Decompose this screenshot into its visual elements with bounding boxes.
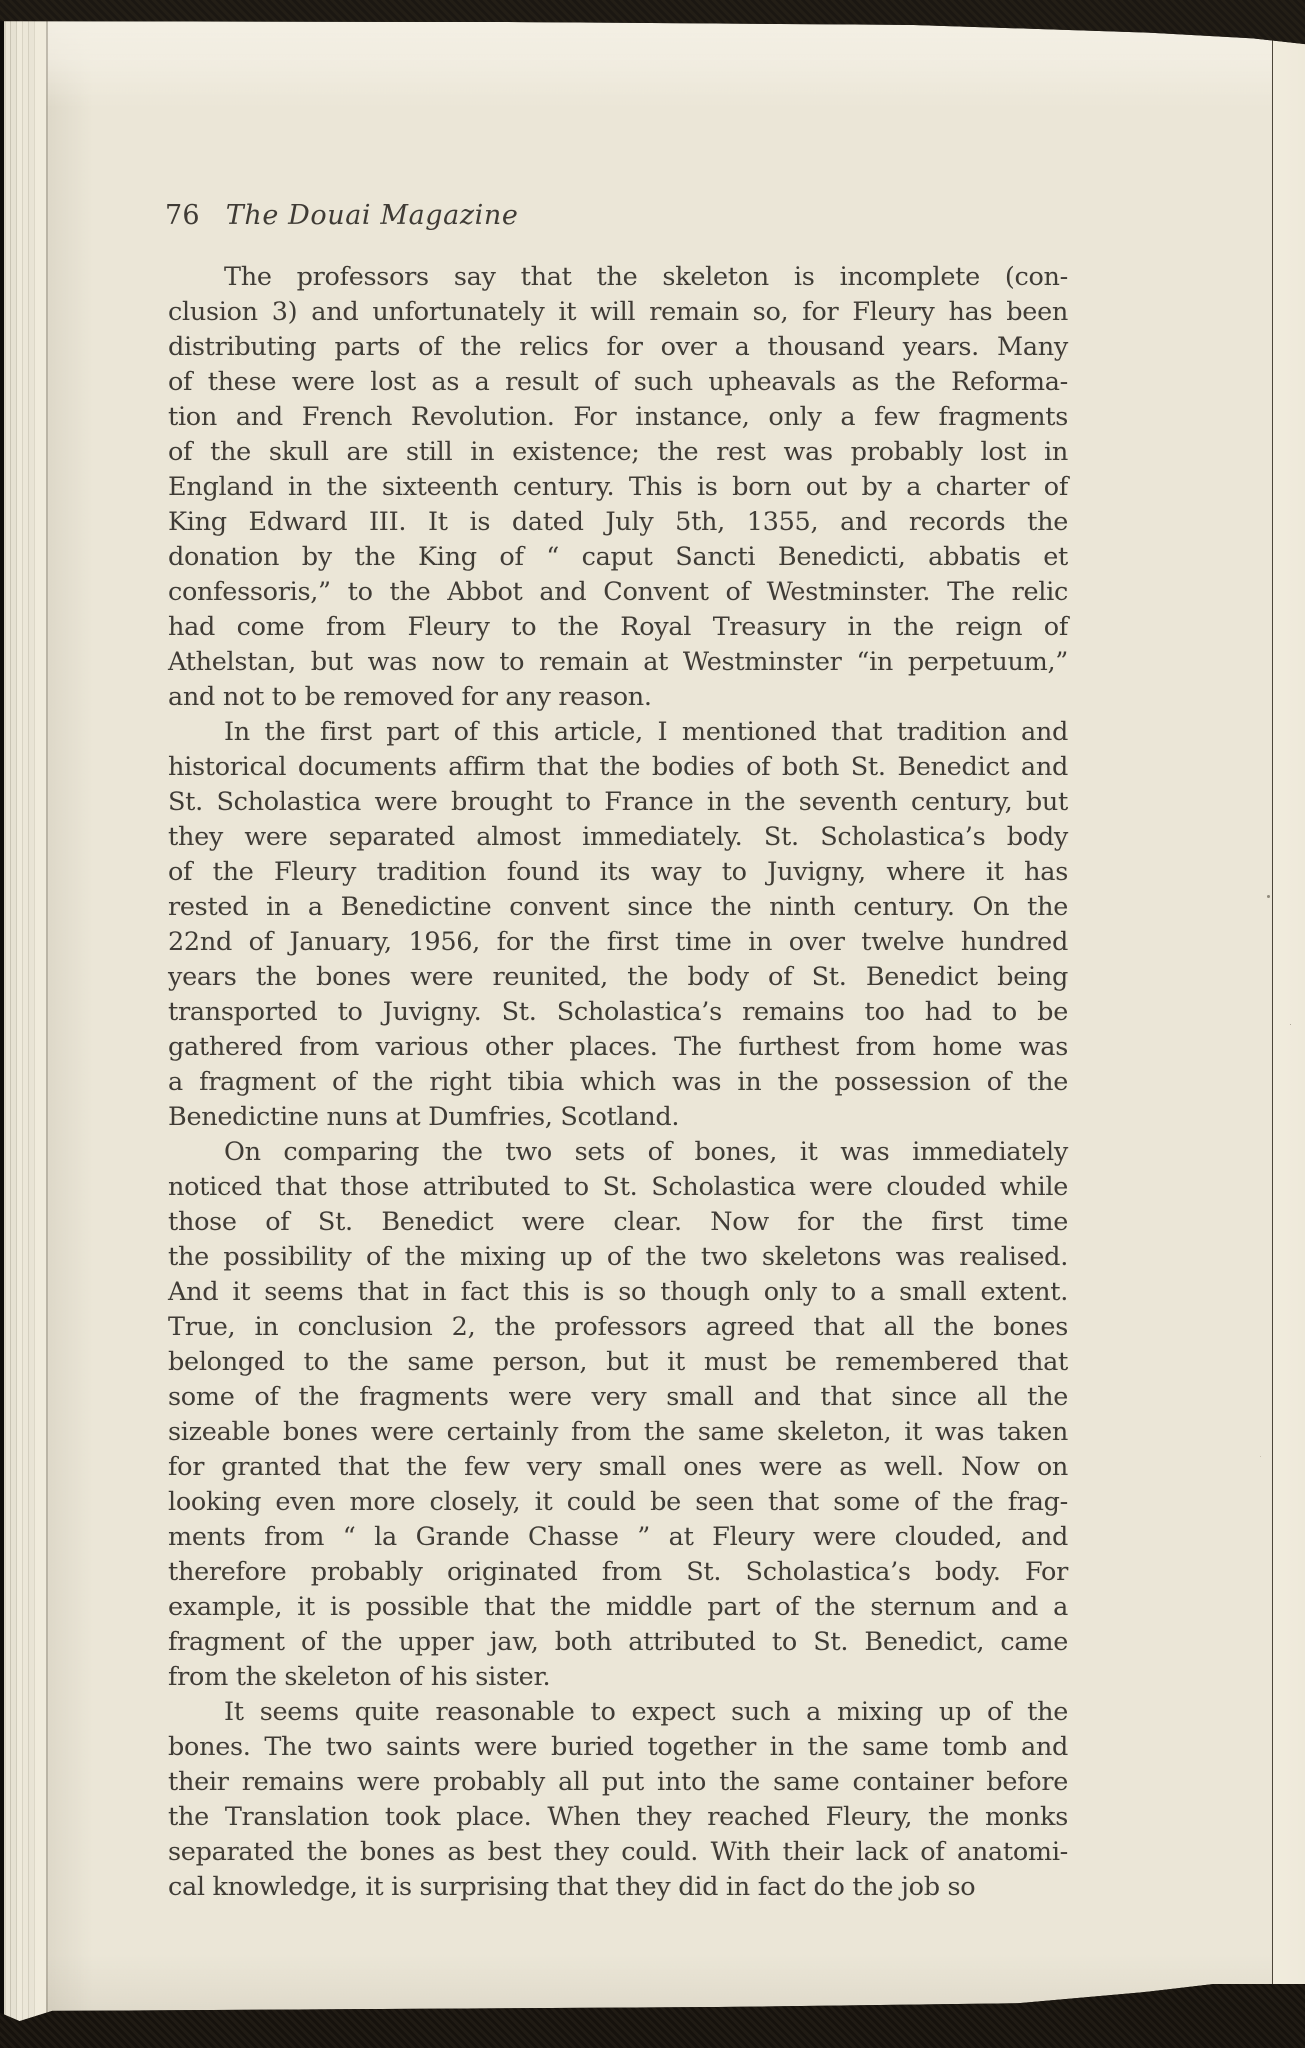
text-line: of the skull are still in existence; the rest was probably lost in	[168, 437, 1068, 467]
text-line: On comparing the two sets of bones, it was immediately	[224, 1137, 1068, 1167]
text-line: ments from “ la Grande Chasse ” at Fleury were clouded, and	[168, 1522, 1068, 1552]
text-line: sizeable bones were certainly from the same skeleton, it was taken	[168, 1417, 1068, 1447]
text-line: from the skeleton of his sister.	[168, 1662, 551, 1692]
text-line: of these were lost as a result of such upheavals as the Reforma-	[168, 367, 1068, 397]
text-line: Athelstan, but was now to remain at Westminster “in perpetuum,”	[168, 647, 1068, 677]
text-line: The professors say that the skeleton is incomplete (con-	[224, 262, 1068, 292]
page-number: 76	[165, 200, 200, 231]
text-line: the Translation took place. When they reached Fleury, the monks	[168, 1802, 1068, 1832]
page-header	[165, 200, 518, 231]
text-line: transported to Juvigny. St. Scholastica’s remains too had to be	[168, 997, 1068, 1027]
text-line: some of the fragments were very small and that since all the	[168, 1382, 1068, 1412]
text-line: separated the bones as best they could. With their lack of anatomi-	[168, 1837, 1068, 1867]
text-line: rested in a Benedictine convent since the ninth century. On the	[168, 892, 1068, 922]
text-line: bones. The two saints were buried together in the same tomb and	[168, 1732, 1068, 1762]
text-line: those of St. Benedict were clear. Now for the first time	[168, 1207, 1068, 1237]
text-line: 22nd of January, 1956, for the first time in over twelve hundred	[168, 927, 1068, 957]
text-line: years the bones were reunited, the body of St. Benedict being	[168, 962, 1068, 992]
text-line: they were separated almost immediately. St. Scholastica’s body	[168, 822, 1068, 852]
text-line: confessoris,” to the Abbot and Convent of Westminster. The relic	[168, 577, 1068, 607]
text-line: a fragment of the right tibia which was in the possession of the	[168, 1067, 1068, 1097]
text-line: and not to be removed for any reason.	[168, 682, 652, 712]
paper-speck	[1267, 895, 1270, 898]
article-body	[168, 260, 1068, 1905]
text-line: England in the sixteenth century. This is born out by a charter of	[168, 472, 1068, 502]
text-line: St. Scholastica were brought to France in the seventh century, but	[168, 787, 1068, 817]
text-line: distributing parts of the relics for over a thousand years. Many	[168, 332, 1068, 362]
text-line: the possibility of the mixing up of the two skeletons was realised.	[168, 1242, 1068, 1272]
text-line: therefore probably originated from St. Scholastica’s body. For	[168, 1557, 1068, 1587]
text-line: gathered from various other places. The furthest from home was	[168, 1032, 1068, 1062]
text-line: clusion 3) and unfortunately it will remain so, for Fleury has been	[168, 297, 1068, 327]
text-line: It seems quite reasonable to expect such a mixing up of the	[224, 1697, 1068, 1727]
text-line: historical documents affirm that the bodies of both St. Benedict and	[168, 752, 1068, 782]
text-line: example, it is possible that the middle part of the sternum and a	[168, 1592, 1068, 1622]
text-line: for granted that the few very small ones were as well. Now on	[168, 1452, 1068, 1482]
text-line: had come from Fleury to the Royal Treasury in the reign of	[168, 612, 1068, 642]
text-line: Benedictine nuns at Dumfries, Scotland.	[168, 1102, 680, 1132]
paragraph	[168, 715, 1068, 1135]
paragraph	[168, 260, 1068, 715]
page-fore-edge	[1272, 20, 1305, 2028]
text-line: donation by the King of “ caput Sancti Benedicti, abbatis et	[168, 542, 1068, 572]
page-edge-stack	[0, 18, 46, 2030]
text-line: cal knowledge, it is surprising that they did in fact do the job so	[168, 1872, 976, 1902]
text-line: fragment of the upper jaw, both attributed to St. Benedict, came	[168, 1627, 1068, 1657]
text-line: of the Fleury tradition found its way to Juvigny, where it has	[168, 857, 1068, 887]
text-line: King Edward III. It is dated July 5th, 1355, and records the	[168, 507, 1068, 537]
text-line: tion and French Revolution. For instance, only a few fragments	[168, 402, 1068, 432]
text-line: noticed that those attributed to St. Scholastica were clouded while	[168, 1172, 1068, 1202]
paragraph	[168, 1135, 1068, 1695]
text-line: their remains were probably all put into the same container before	[168, 1767, 1068, 1797]
text-line: In the first part of this article, I mentioned that tradition and	[224, 717, 1068, 747]
text-line: belonged to the same person, but it must be remembered that	[168, 1347, 1068, 1377]
text-line: looking even more closely, it could be seen that some of the frag-	[168, 1487, 1068, 1517]
paragraph	[168, 1695, 1068, 1905]
text-line: And it seems that in fact this is so though only to a small extent.	[168, 1277, 1068, 1307]
running-title: The Douai Magazine	[225, 200, 519, 231]
text-line: True, in conclusion 2, the professors agreed that all the bones	[168, 1312, 1068, 1342]
